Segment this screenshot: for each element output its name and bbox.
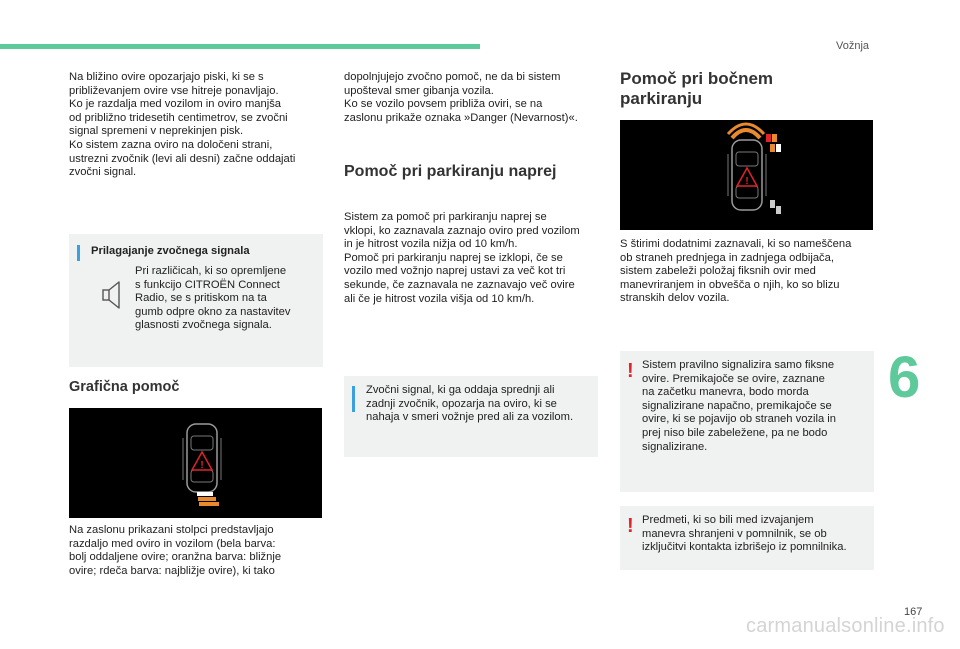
section-header: Vožnja [836, 40, 870, 52]
intro-text-col1: Na bližino ovire opozarjajo piski, ki se s približevanjem ovire vse hitreje ponavljajo. Ko je razdalja med vozilom in oviro manjša od približno tridesetih centimetrov, se zvočni signal spremeni v neprekinjen pisk. Ko sistem zazna oviro na določeni strani, ustrezni zvočnik (levi ali desni) začne oddajati zvočni signal. [69, 71, 296, 179]
page-number: 167 [904, 606, 923, 618]
info-box-speaker [344, 376, 598, 457]
car-display-icon [69, 408, 322, 518]
front-parking-title: Pomoč pri parkiranju naprej [344, 163, 557, 180]
visual-aid-figure [69, 408, 322, 518]
warning-icon: ! [627, 515, 634, 537]
info-box-heading: Prilagajanje zvočnega signala [91, 245, 250, 257]
visual-aid-caption: Na zaslonu prikazani stolpci predstavljajo razdaljo med oviro in vozilom (bela barva: bolj oddaljene ovire; oranžna barva: bližnje ovire; rdeča barva: najbližje ovire), ki tako [69, 524, 282, 577]
visual-aid-title: Grafična pomoč [69, 379, 180, 395]
watermark: carmanualsonline.info [746, 615, 945, 637]
side-parking-title: Pomoč pri bočnem parkiranju [620, 69, 774, 108]
warning-text-2: Predmeti, ki so bili med izvajanjem manevra shranjeni v pomnilnik, se ob izključitvi kontakta izbrišejo iz pomnilnika. [642, 514, 847, 554]
warning-box-memory [620, 506, 874, 570]
info-box-text: Pri različicah, ki so opremljene s funkcijo CITROËN Connect Radio, se s pritiskom na ta gumb odpre okno za nastavitev glasnosti zvočnega signala. [135, 265, 291, 332]
front-parking-text: Sistem za pomoč pri parkiranju naprej se vklopi, ko zaznavala zaznajo oviro pred vozilom in je hitrost vozila nižja od 10 km/h. Pomoč pri parkiranju naprej se izklopi, če se vozilo med vožnjo naprej ustavi za več kot tri sekunde, če zaznavala ne zaznavajo več ovire ali če je hitrost vozila višja od 10 km/h. [344, 211, 580, 305]
info-icon [77, 245, 80, 261]
side-parking-text: S štirimi dodatnimi zaznavali, ki so nameščena ob straneh prednjega in zadnjega odbijača, sistem zabeleži položaj fiksnih ovir med manevriranjem in obvešča o njih, ko so blizu stranskih delov vozila. [620, 238, 852, 305]
warning-icon: ! [627, 360, 634, 382]
warning-text-1: Sistem pravilno signalizira samo fiksne ovire. Premikajoče se ovire, zaznane na začetku manevra, bodo morda signalizirane napačno, premikajoče se ovire, ki se pojavijo ob straneh vozila in prej niso bile zabeležene, pa ne bodo signalizirane. [642, 359, 837, 453]
chapter-number: 6 [888, 345, 921, 410]
info-box-speaker-text: Zvočni signal, ki ga oddaja sprednji ali zadnji zvočnik, opozarja na oviro, ki se nahaja v smeri vožnje pred ali za vozilom. [366, 384, 574, 424]
svg-text:!: ! [200, 460, 204, 471]
svg-text:!: ! [745, 176, 749, 187]
info-box-sound [69, 234, 323, 367]
side-parking-figure [620, 120, 873, 230]
car-side-display-icon [620, 120, 873, 230]
top-accent-bar [0, 44, 480, 49]
info-icon [352, 386, 355, 412]
speaker-icon [101, 280, 125, 310]
warning-box-fixed-obstacles [620, 351, 874, 492]
intro-text-col2: dopolnjujejo zvočno pomoč, ne da bi sistem upošteval smer gibanja vozila. Ko se vozilo povsem približa oviri, se na zaslonu prikaže oznaka »Danger (Nevarnost)«. [344, 71, 578, 124]
